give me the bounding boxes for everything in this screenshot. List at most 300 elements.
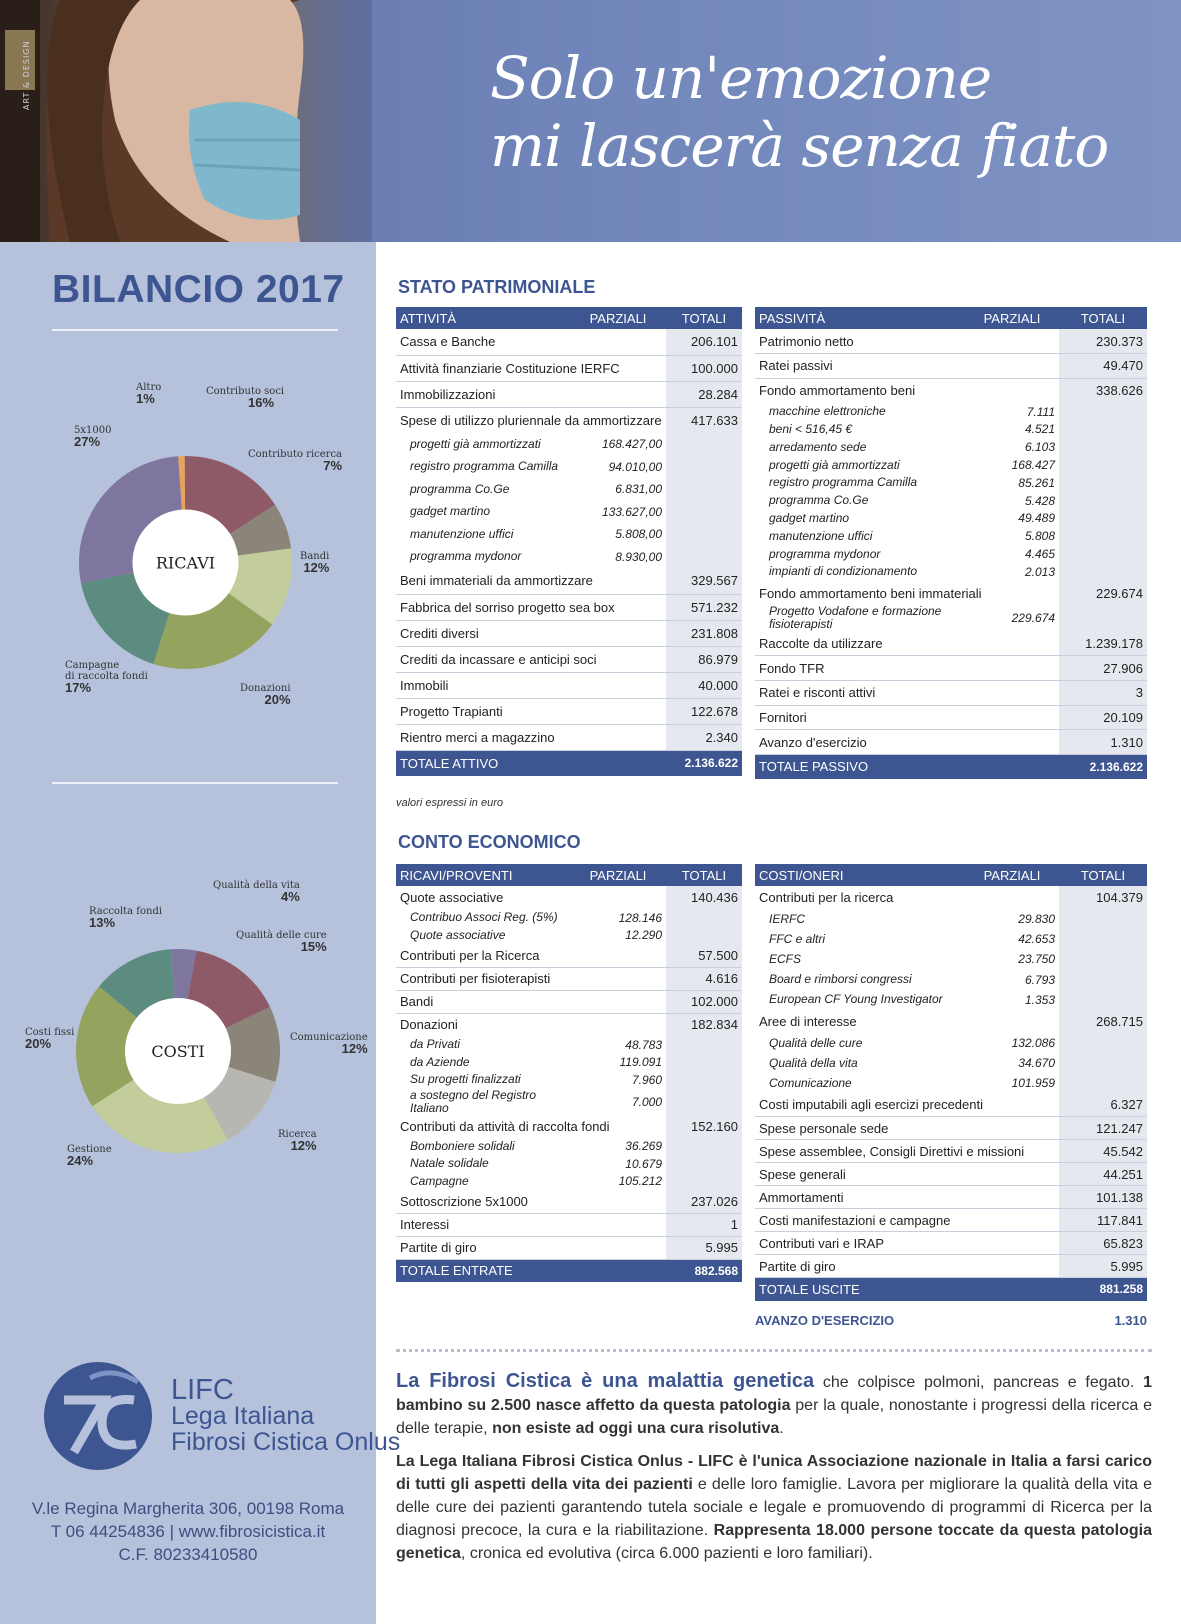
- row-total: [1059, 970, 1147, 990]
- stato-patrimoniale-title: STATO PATRIMONIALE: [398, 277, 596, 297]
- row-label: Su progetti finalizzati: [410, 1072, 521, 1087]
- table-row: [396, 1013, 742, 1036]
- row-partial: 133.627,00: [601, 504, 662, 519]
- table-row: [755, 949, 1147, 969]
- address-block: [0, 1497, 376, 1566]
- table-row: [396, 329, 742, 355]
- row-total: 268.715: [1059, 1010, 1147, 1033]
- row-label: Comunicazione: [769, 1075, 852, 1090]
- row-label: TOTALE USCITE: [755, 1278, 965, 1301]
- row-partial: [965, 1278, 1059, 1301]
- logo-name-line-2: Fibrosi Cistica Onlus: [171, 1428, 401, 1456]
- fiscal-code: C.F. 80233410580: [118, 1545, 258, 1564]
- row-label: Campagne: [410, 1173, 469, 1188]
- table-row: [396, 1036, 742, 1054]
- row-partial: 34.670: [1018, 1056, 1055, 1071]
- table-row: [755, 403, 1147, 421]
- row-total: [1059, 949, 1147, 969]
- row-label: Bandi: [396, 990, 570, 1013]
- row-label: Cassa e Banche: [396, 329, 570, 355]
- description-paragraph-2: La Lega Italiana Fibrosi Cistica Onlus - LIFC è l'unica Associazione nazionale in Italia a farsi carico di tutti gli aspetti della vita dei pazienti e delle loro famiglie. Lavora per migliorare la qualità della vita e delle cure dei pazienti garantendo tutela sociale e legale e promuovendo di programmi di Ricerca per la diagnosi precoce, la cura e la riabilitazione. Rappresenta 18.000 persone toccate da questa patologia genetica, cronica ed evolutiva (circa 6.000 pazienti e loro familiari).: [396, 1453, 1153, 1562]
- row-partial: 48.783: [625, 1037, 662, 1052]
- table-row: [396, 1213, 742, 1236]
- row-label: Donazioni: [400, 1017, 458, 1033]
- row-partial: [965, 705, 1059, 730]
- row-total: 1.310: [1059, 730, 1147, 755]
- row-partial: [965, 631, 1059, 656]
- row-partial: [570, 329, 666, 355]
- row-partial: 128.146: [618, 910, 662, 925]
- table-row: [755, 527, 1147, 545]
- row-label: Qualità della vita: [769, 1055, 858, 1070]
- row-total: 86.979: [666, 646, 742, 672]
- row-total: [1059, 1033, 1147, 1053]
- row-partial: [570, 1213, 666, 1236]
- row-label: Patrimonio netto: [755, 329, 965, 354]
- row-label: Spese personale sede: [755, 1117, 965, 1140]
- row-partial: [570, 381, 666, 407]
- row-label: Spese generali: [755, 1163, 965, 1186]
- row-label: Contributi da attività di raccolta fondi: [400, 1118, 610, 1134]
- row-total: [1059, 421, 1147, 439]
- ricavi-table: [396, 864, 742, 1282]
- table-row: [396, 1138, 742, 1156]
- row-label: FFC e altri: [769, 931, 826, 946]
- row-partial: 6.793: [1024, 972, 1055, 987]
- row-label: Ratei passivi: [755, 354, 965, 379]
- row-label: Costi manifestazioni e campagne: [755, 1209, 965, 1232]
- table-row: [755, 329, 1147, 354]
- row-partial: [965, 1010, 1059, 1033]
- table-row: [396, 594, 742, 620]
- row-label: Quote associative: [400, 890, 504, 905]
- column-header: TOTALI: [666, 864, 742, 886]
- row-total: [666, 1054, 742, 1072]
- logo-abbreviation: LIFC: [171, 1374, 234, 1406]
- table-row: [396, 1173, 742, 1191]
- row-total: [1059, 909, 1147, 929]
- row-label: Board e rimborsi congressi: [769, 972, 912, 987]
- row-partial: 168.427: [1011, 458, 1055, 473]
- row-partial: [965, 1117, 1059, 1140]
- slogan-line-2: mi lascerà senza fiato: [490, 112, 1109, 180]
- row-total: [1059, 990, 1147, 1010]
- table-row: [396, 501, 742, 524]
- row-total: [666, 1173, 742, 1191]
- row-label: Contribuo Associ Reg. (5%): [410, 910, 558, 925]
- table-row: [755, 730, 1147, 755]
- row-total: 882.568: [666, 1259, 742, 1282]
- row-partial: 5.808: [1024, 529, 1055, 544]
- table-row: [396, 1236, 742, 1259]
- row-label: Crediti da incassare e anticipi soci: [396, 646, 570, 672]
- row-label: TOTALE PASSIVO: [755, 754, 965, 779]
- row-label: manutenzione uffici: [410, 526, 514, 541]
- row-partial: 49.489: [1018, 511, 1055, 526]
- divider: [52, 782, 338, 784]
- costi-pie-chart: [75, 948, 281, 1154]
- row-partial: 1.353: [1024, 992, 1055, 1007]
- row-total: 152.160: [666, 1115, 742, 1138]
- description-paragraph-1: La Fibrosi Cistica è una malattia genetica che colpisce polmoni, pancreas e fegato. 1 bambino su 2.500 nasce affetto da questa patologia per la quale, nonostante i progressi della ricerca e delle terapie, non esiste ad oggi una cura risolutiva.: [396, 1370, 1153, 1437]
- row-partial: [570, 1190, 666, 1213]
- row-partial: [570, 750, 666, 776]
- table-row: [755, 929, 1147, 949]
- row-partial: 101.959: [1011, 1076, 1055, 1091]
- table-row: [755, 1010, 1147, 1033]
- table-row: [396, 886, 742, 909]
- costi-label-qualita-vita: Qualità della vita 4%: [213, 880, 300, 904]
- table-row: [755, 474, 1147, 492]
- row-total: 4.616: [666, 967, 742, 990]
- table-row: [396, 990, 742, 1013]
- row-partial: 5.428: [1024, 493, 1055, 508]
- row-total: 44.251: [1059, 1163, 1147, 1186]
- table-row: [755, 886, 1147, 909]
- row-total: 117.841: [1059, 1209, 1147, 1232]
- avanzo-value: 1.310: [1114, 1313, 1147, 1328]
- row-partial: [570, 724, 666, 750]
- row-partial: 8.930,00: [615, 549, 662, 564]
- row-partial: [965, 730, 1059, 755]
- row-label: impianti di condizionamento: [769, 564, 918, 579]
- row-partial: 23.750: [1018, 952, 1055, 967]
- row-label: Qualità delle cure: [769, 1035, 863, 1050]
- row-total: 49.470: [1059, 354, 1147, 379]
- design-credit: ART & DESIGN: [22, 40, 31, 110]
- ricavi-label-contributo-ricerca: Contributo ricerca 7%: [248, 449, 343, 473]
- row-total: [666, 456, 742, 479]
- row-total: [1059, 1053, 1147, 1073]
- row-total: 5.995: [1059, 1255, 1147, 1278]
- row-label: registro programma Camilla: [769, 475, 918, 490]
- row-total: [666, 909, 742, 927]
- table-row: [755, 605, 1147, 631]
- row-total: 229.674: [1059, 581, 1147, 606]
- row-label: Beni immateriali da ammortizzare: [396, 568, 570, 594]
- row-label: Progetto Vodafone e formazione fisioterapisti: [769, 604, 942, 632]
- row-total: 571.232: [666, 594, 742, 620]
- table-row: [755, 909, 1147, 929]
- row-total: 57.500: [666, 944, 742, 967]
- table-row: [396, 646, 742, 672]
- row-partial: 2.013: [1024, 564, 1055, 579]
- row-partial: 36.269: [625, 1139, 662, 1154]
- description: [396, 1370, 1152, 1575]
- address: V.le Regina Margherita 306, 00198 Roma: [31, 1499, 345, 1518]
- table-row: [755, 705, 1147, 730]
- row-label: Attività finanziarie Costituzione IERFC: [396, 355, 570, 381]
- table-row: [396, 909, 742, 927]
- row-total: 5.995: [666, 1236, 742, 1259]
- row-label: Fornitori: [755, 705, 965, 730]
- row-label: Contributi per la Ricerca: [396, 944, 570, 967]
- passivita-table: [755, 307, 1147, 779]
- table-row: [755, 510, 1147, 528]
- dotted-divider: [396, 1349, 1152, 1352]
- row-label: Immobili: [396, 672, 570, 698]
- row-label: progetti già ammortizzati: [410, 436, 541, 451]
- table-row: [755, 1033, 1147, 1053]
- pie-center-label: RICAVI: [155, 553, 216, 573]
- row-partial: 7.000: [631, 1094, 662, 1109]
- lifc-logo-text: [171, 1374, 401, 1456]
- row-total: [1059, 492, 1147, 510]
- row-partial: [570, 698, 666, 724]
- row-total: 1.239.178: [1059, 631, 1147, 656]
- row-label: Aree di interesse: [759, 1013, 857, 1029]
- row-total: [666, 927, 742, 945]
- table-row: [755, 1186, 1147, 1209]
- row-total: 45.542: [1059, 1140, 1147, 1163]
- table-row: [755, 1073, 1147, 1093]
- row-total: 100.000: [666, 355, 742, 381]
- row-total: [1059, 403, 1147, 421]
- costi-label-costi-fissi: Costi fissi 20%: [25, 1027, 75, 1051]
- row-label: Ratei e risconti attivi: [755, 681, 965, 706]
- row-label: Spese di utilizzo pluriennale da ammortizzare: [400, 412, 662, 428]
- row-total: [666, 1089, 742, 1115]
- row-partial: [965, 681, 1059, 706]
- row-total: 230.373: [1059, 329, 1147, 354]
- table-row: [396, 1115, 742, 1138]
- table-row: [396, 407, 742, 433]
- row-total: 121.247: [1059, 1117, 1147, 1140]
- row-partial: [965, 656, 1059, 681]
- row-total: 2.136.622: [1059, 754, 1147, 779]
- table-row: [755, 1053, 1147, 1073]
- column-header: TOTALI: [1059, 307, 1147, 329]
- conto-economico-title: CONTO ECONOMICO: [398, 832, 581, 852]
- row-total: [1059, 1073, 1147, 1093]
- table-row: [396, 381, 742, 407]
- table-row: [755, 631, 1147, 656]
- table-row: [755, 1209, 1147, 1232]
- row-partial: 85.261: [1018, 475, 1055, 490]
- row-partial: [965, 1186, 1059, 1209]
- table-row: [755, 581, 1147, 606]
- table-row: [396, 698, 742, 724]
- row-partial: [570, 886, 666, 909]
- row-total: [666, 1036, 742, 1054]
- column-header: TOTALI: [1059, 864, 1147, 886]
- table-row: [396, 967, 742, 990]
- row-total: [666, 433, 742, 456]
- row-partial: [965, 1163, 1059, 1186]
- row-partial: [965, 378, 1059, 403]
- woman-with-mask-photo: [0, 0, 372, 242]
- row-total: [666, 546, 742, 569]
- row-total: [666, 1071, 742, 1089]
- row-total: 237.026: [666, 1190, 742, 1213]
- row-partial: 94.010,00: [608, 459, 662, 474]
- row-total: 20.109: [1059, 705, 1147, 730]
- row-total: 6.327: [1059, 1094, 1147, 1117]
- row-total: 2.136.622: [666, 750, 742, 776]
- row-partial: [570, 944, 666, 967]
- row-label: a sostegno del Registro Italiano: [410, 1087, 537, 1115]
- avanzo-label: AVANZO D'ESERCIZIO: [755, 1313, 895, 1328]
- table-row: [396, 1071, 742, 1089]
- row-total: [666, 1138, 742, 1156]
- ricavi-label-bandi: Bandi 12%: [300, 551, 330, 575]
- avanzo-esercizio: [755, 1313, 1147, 1328]
- table-row: [396, 750, 742, 776]
- row-label: Bomboniere solidali: [410, 1138, 515, 1153]
- table-row: [755, 1140, 1147, 1163]
- row-label: programma mydonor: [410, 549, 522, 564]
- table-row: [755, 681, 1147, 706]
- costi-label-gestione: Gestione 24%: [67, 1144, 112, 1168]
- table-row: [396, 927, 742, 945]
- row-label: programma Co.Ge: [769, 493, 869, 508]
- table-row: [755, 970, 1147, 990]
- row-total: [666, 1155, 742, 1173]
- row-partial: 12.290: [625, 928, 662, 943]
- table-row: [396, 456, 742, 479]
- table-row: [396, 568, 742, 594]
- row-label: European CF Young Investigator: [769, 992, 943, 1007]
- table-row: [755, 1094, 1147, 1117]
- row-label: arredamento sede: [769, 439, 867, 454]
- table-row: [396, 523, 742, 546]
- ricavi-label-contributo-soci: Contributo soci 16%: [206, 386, 285, 410]
- row-label: TOTALE ATTIVO: [396, 750, 570, 776]
- row-label: da Privati: [410, 1037, 461, 1052]
- table-row: [396, 672, 742, 698]
- row-label: gadget martino: [410, 504, 491, 519]
- row-total: 65.823: [1059, 1232, 1147, 1255]
- row-label: Progetto Trapianti: [396, 698, 570, 724]
- row-total: 2.340: [666, 724, 742, 750]
- row-label: Fondo TFR: [755, 656, 965, 681]
- ricavi-label-donazioni: Donazioni 20%: [240, 683, 291, 707]
- logo-name-line-1: Lega Italiana: [171, 1402, 315, 1430]
- row-total: 27.906: [1059, 656, 1147, 681]
- column-header: PASSIVITÀ: [755, 307, 965, 329]
- row-partial: [965, 754, 1059, 779]
- table-row: [755, 754, 1147, 779]
- pie-center-label: COSTI: [151, 1042, 205, 1061]
- row-partial: [965, 1232, 1059, 1255]
- row-label: progetti già ammortizzati: [769, 457, 900, 472]
- table-row: [755, 1232, 1147, 1255]
- row-partial: 119.091: [619, 1055, 662, 1070]
- table-row: [396, 546, 742, 569]
- row-label: Partite di giro: [755, 1255, 965, 1278]
- row-partial: 6.831,00: [615, 482, 662, 497]
- row-total: 329.567: [666, 568, 742, 594]
- ricavi-label-5x1000: 5x1000 27%: [74, 425, 112, 449]
- costi-label-raccolta-fondi: Raccolta fondi 13%: [89, 906, 163, 930]
- column-header: PARZIALI: [570, 307, 666, 329]
- row-label: Fabbrica del sorriso progetto sea box: [396, 594, 570, 620]
- row-label: Contributi vari e IRAP: [755, 1232, 965, 1255]
- row-partial: [570, 672, 666, 698]
- row-total: 101.138: [1059, 1186, 1147, 1209]
- table-row: [396, 1155, 742, 1173]
- ricavi-label-campagne: Campagne di raccolta fondi 17%: [65, 660, 148, 695]
- row-partial: [570, 1236, 666, 1259]
- row-total: 338.626: [1059, 378, 1147, 403]
- row-total: [1059, 474, 1147, 492]
- row-total: 231.808: [666, 620, 742, 646]
- row-label: Fondo ammortamento beni immateriali: [759, 585, 982, 601]
- row-total: 1: [666, 1213, 742, 1236]
- row-total: [1059, 456, 1147, 474]
- row-label: gadget martino: [769, 510, 850, 525]
- row-partial: 105.212: [618, 1174, 662, 1189]
- column-header: ATTIVITÀ: [396, 307, 570, 329]
- row-label: da Aziende: [410, 1054, 470, 1069]
- row-partial: 29.830: [1018, 912, 1055, 927]
- table-row: [396, 724, 742, 750]
- lifc-logo-icon: [42, 1360, 154, 1472]
- row-partial: [570, 1013, 666, 1036]
- row-total: 40.000: [666, 672, 742, 698]
- table-row: [396, 478, 742, 501]
- row-label: Rientro merci a magazzino: [396, 724, 570, 750]
- row-partial: [570, 1259, 666, 1282]
- row-total: [1059, 605, 1147, 631]
- row-label: ECFS: [769, 951, 802, 966]
- row-total: 102.000: [666, 990, 742, 1013]
- table-row: [755, 990, 1147, 1010]
- row-label: Ammortamenti: [755, 1186, 965, 1209]
- table-row: [396, 1054, 742, 1072]
- row-partial: [965, 886, 1059, 909]
- bilancio-title: BILANCIO 2017: [52, 268, 345, 311]
- row-partial: 4.521: [1024, 422, 1055, 437]
- table-row: [396, 1190, 742, 1213]
- row-partial: [570, 620, 666, 646]
- row-total: [666, 523, 742, 546]
- table-row: [396, 1259, 742, 1282]
- row-total: [666, 501, 742, 524]
- row-label: programma Co.Ge: [410, 481, 510, 496]
- row-label: TOTALE ENTRATE: [396, 1259, 570, 1282]
- slogan: [490, 44, 1108, 180]
- row-partial: [965, 329, 1059, 354]
- column-header: PARZIALI: [965, 864, 1059, 886]
- row-label: programma mydonor: [769, 546, 881, 561]
- ricavi-pie-chart: [78, 455, 293, 670]
- row-partial: [570, 967, 666, 990]
- row-partial: [570, 990, 666, 1013]
- row-label: macchine elettroniche: [769, 404, 886, 419]
- row-label: beni < 516,45 €: [769, 421, 853, 436]
- row-total: [1059, 438, 1147, 456]
- row-total: 3: [1059, 681, 1147, 706]
- table-row: [396, 620, 742, 646]
- row-partial: [965, 1209, 1059, 1232]
- row-label: Interessi: [396, 1213, 570, 1236]
- row-label: Natale solidale: [410, 1156, 489, 1171]
- row-partial: 4.465: [1024, 547, 1055, 562]
- row-total: 122.678: [666, 698, 742, 724]
- row-label: Quote associative: [410, 927, 506, 942]
- row-label: Fondo ammortamento beni: [759, 383, 916, 399]
- row-total: 206.101: [666, 329, 742, 355]
- costi-label-comunicazione: Comunicazione 12%: [290, 1032, 368, 1056]
- column-header: TOTALI: [666, 307, 742, 329]
- table-row: [755, 656, 1147, 681]
- row-partial: 132.086: [1011, 1036, 1055, 1051]
- column-header: PARZIALI: [570, 864, 666, 886]
- row-total: 417.633: [666, 407, 742, 433]
- table-row: [396, 1089, 742, 1115]
- row-label: IERFC: [769, 911, 805, 926]
